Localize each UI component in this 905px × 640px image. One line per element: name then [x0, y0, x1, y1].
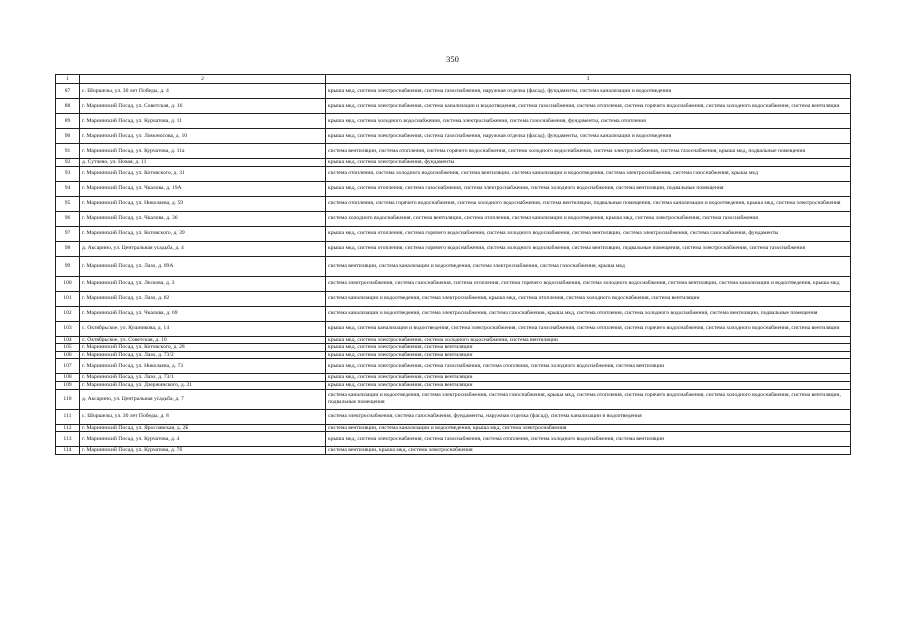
- row-number: 114: [56, 447, 80, 455]
- header-col-3: 3: [326, 75, 851, 84]
- row-address: г. Мариинский Посад, ул. Курчатова, д. 7б: [80, 447, 326, 455]
- row-number: 89: [56, 114, 80, 129]
- row-works: система вентиляции, система канализации и водоотведения, система электроснабжения, система газоснабжения, крыша мкд: [326, 256, 851, 276]
- row-works: крыша мкд, система холодного водоснабжения, система электроснабжения, система газоснабжения, фундаменты, система отопления: [326, 114, 851, 129]
- row-works: крыша мкд, система электроснабжения, система газоснабжения, система отопления, система холодного водоснабжения, система вентиляции: [326, 359, 851, 374]
- row-number: 92: [56, 159, 80, 167]
- table-row: [56, 241, 851, 256]
- row-works: крыша мкд, система электроснабжения, фундаменты: [326, 159, 851, 167]
- row-number: 109: [56, 381, 80, 389]
- table-row: [56, 291, 851, 306]
- row-number: 108: [56, 374, 80, 382]
- row-number: 90: [56, 129, 80, 144]
- row-works: крыша мкд, система отопления, система горячего водоснабжения, система холодного водоснабжения, система вентиляции, подвальные помещения, система электроснабжения, система газоснабжения: [326, 241, 851, 256]
- table-row: [56, 321, 851, 336]
- row-number: 101: [56, 291, 80, 306]
- table-row: [56, 166, 851, 181]
- table-row: [56, 381, 851, 389]
- table-row: [56, 374, 851, 382]
- table-row: [56, 211, 851, 226]
- row-works: система вентиляции, система канализации и водоотведения, крыша мкд, система электроснабжения: [326, 424, 851, 432]
- row-address: г. Мариинский Посад, ул. Курчатова, д. 11а: [80, 144, 326, 159]
- row-number: 102: [56, 306, 80, 321]
- table-row: [56, 344, 851, 352]
- row-works: система канализации и водоотведения, система электроснабжения, система газоснабжения, крыша мкд, система отопления, система холодного водоснабжения, система вентиляции, подвальные помещения: [326, 306, 851, 321]
- row-works: система отопления, система горячего водоснабжения, система холодного водоснабжения, система вентиляции, подвальные помещения, система канализации и водоотведения, крыша мкд, система электроснабжения: [326, 196, 851, 211]
- row-works: система электроснабжения, система газоснабжения, фундаменты, наружная отделка (фасад), система канализации и водоотведения: [326, 409, 851, 424]
- row-address: г. Мариинский Посад, ул. Котовского, д. 39: [80, 226, 326, 241]
- row-number: 87: [56, 84, 80, 99]
- table-row: [56, 84, 851, 99]
- row-works: система вентиляции, система отопления, система горячего водоснабжения, система холодного водоснабжения, система электроснабжения, система газоснабжения, крыша мкд, подвальные помещения: [326, 144, 851, 159]
- table-row: [56, 424, 851, 432]
- table-row: [56, 359, 851, 374]
- row-works: крыша мкд, система электроснабжения, система вентиляции: [326, 344, 851, 352]
- row-number: 97: [56, 226, 80, 241]
- row-number: 88: [56, 99, 80, 114]
- table-row: [56, 181, 851, 196]
- table-row: [56, 144, 851, 159]
- row-address: г. Мариинский Посад, ул. Лескова, д. 3: [80, 276, 326, 291]
- row-works: система отопления, система холодного водоснабжения, система вентиляции, система канализации и водоотведения, система электроснабжения, система газоснабжения, крыша мкд: [326, 166, 851, 181]
- row-address: г. Мариинский Посад, ул. Котовского, д. 28: [80, 344, 326, 352]
- table-header-row: [56, 75, 851, 84]
- row-address: г. Мариинский Посад, ул. Чкалова, д. 19А: [80, 181, 326, 196]
- row-number: 106: [56, 351, 80, 359]
- row-address: г. Мариинский Посад, ул. Чкалова, д. 36: [80, 211, 326, 226]
- row-works: крыша мкд, система отопления, система горячего водоснабжения, система холодного водоснабжения, система вентиляции, система электроснабжения, система газоснабжения, фундаменты: [326, 226, 851, 241]
- row-address: г. Мариинский Посад, ул. Котовского, д. 31: [80, 166, 326, 181]
- table-row: [56, 409, 851, 424]
- row-works: крыша мкд, система электроснабжения, система вентиляции: [326, 351, 851, 359]
- row-address: с. Октябрьское, ул. Кушникова, д. 14: [80, 321, 326, 336]
- works-table-body: [56, 75, 851, 455]
- row-works: система вентиляции, крыша мкд, система электроснабжения: [326, 447, 851, 455]
- table-row: [56, 447, 851, 455]
- row-address: г. Мариинский Посад, ул. Советская, д. 16: [80, 99, 326, 114]
- table-row: [56, 196, 851, 211]
- row-number: 93: [56, 166, 80, 181]
- row-address: г. Мариинский Посад, ул. Ярославская, д. 2Б: [80, 424, 326, 432]
- table-row: [56, 389, 851, 409]
- row-address: с. Шоршелы, ул. 30 лет Победы, д. 4: [80, 84, 326, 99]
- row-address: д. Аксарино, ул. Центральная усадьба, д. 4: [80, 241, 326, 256]
- row-number: 103: [56, 321, 80, 336]
- row-works: система холодного водоснабжения, система вентиляции, система отопления, система канализации и водоотведения, крыша мкд, система электроснабжения, система газоснабжения: [326, 211, 851, 226]
- row-number: 91: [56, 144, 80, 159]
- row-works: система канализации и водоотведения, система электроснабжения, крыша мкд, система отопления, система холодного водоснабжения, система вентиляции: [326, 291, 851, 306]
- table-row: [56, 276, 851, 291]
- row-number: 105: [56, 344, 80, 352]
- works-table: [55, 74, 851, 455]
- table-row: [56, 256, 851, 276]
- row-address: д. Аксарино, ул. Центральная усадьба, д. 7: [80, 389, 326, 409]
- row-number: 113: [56, 432, 80, 447]
- row-address: г. Мариинский Посад, ул. Чкалова, д. 69: [80, 306, 326, 321]
- table-row: [56, 306, 851, 321]
- row-works: крыша мкд, система электроснабжения, система вентиляции: [326, 381, 851, 389]
- row-address: с. Октябрьское, ул. Советская, д. 10: [80, 336, 326, 344]
- row-number: 95: [56, 196, 80, 211]
- row-address: д. Сутчево, ул. Новая, д. 11: [80, 159, 326, 167]
- row-works: крыша мкд, система электроснабжения, система канализации и водоотведения, система газоснабжения, система отопления, система горячего водоснабжения, система холодного водоснабжения, система вентиляции: [326, 99, 851, 114]
- row-number: 94: [56, 181, 80, 196]
- row-works: крыша мкд, система электроснабжения, система газоснабжения, наружная отделка (фасад), фундаменты, система канализации и водоотведения: [326, 84, 851, 99]
- row-number: 112: [56, 424, 80, 432]
- row-address: г. Мариинский Посад, ул. Николаева, д. 73: [80, 359, 326, 374]
- row-number: 99: [56, 256, 80, 276]
- row-address: г. Мариинский Посад, ул. Курчатова, д. 4: [80, 432, 326, 447]
- table-row: [56, 226, 851, 241]
- row-address: г. Мариинский Посад, ул. Лазо, д. 69А: [80, 256, 326, 276]
- row-address: г. Мариинский Посад, ул. Лазо, д. 73/1: [80, 374, 326, 382]
- row-works: крыша мкд, система электроснабжения, система газоснабжения, система отопления, система холодного водоснабжения, система вентиляции: [326, 432, 851, 447]
- table-row: [56, 351, 851, 359]
- page-number: 350: [446, 54, 459, 64]
- row-works: крыша мкд, система электроснабжения, система вентиляции: [326, 374, 851, 382]
- row-address: г. Мариинский Посад, ул. Курчатова, д. 11: [80, 114, 326, 129]
- row-works: крыша мкд, система электроснабжения, система холодного водоснабжения, система вентиляции: [326, 336, 851, 344]
- table-row: [56, 336, 851, 344]
- row-works: система канализации и водоотведения, система электроснабжения, система газоснабжения, крыша мкд, система отопления, система горячего водоснабжения, система холодного водоснабжения, система вентиляции, подвальные помещения: [326, 389, 851, 409]
- table-row: [56, 129, 851, 144]
- row-works: система электроснабжения, система газоснабжения, система отопления, система горячего водоснабжения, система холодного водоснабжения, система вентиляции, система канализации и водоотведения, крыша мкд: [326, 276, 851, 291]
- row-works: крыша мкд, система электроснабжения, система газоснабжения, наружная отделка (фасад), фундаменты, система канализации и водоотведения: [326, 129, 851, 144]
- header-col-2: 2: [80, 75, 326, 84]
- row-number: 98: [56, 241, 80, 256]
- table-row: [56, 114, 851, 129]
- row-number: 107: [56, 359, 80, 374]
- row-address: г. Мариинский Посад, ул. Дзержинского, д. 21: [80, 381, 326, 389]
- row-number: 100: [56, 276, 80, 291]
- row-number: 110: [56, 389, 80, 409]
- table-row: [56, 159, 851, 167]
- row-address: г. Мариинский Посад, ул. Ломоносова, д. 10: [80, 129, 326, 144]
- row-number: 104: [56, 336, 80, 344]
- row-address: г. Мариинский Посад, ул. Лазо, д. 73/2: [80, 351, 326, 359]
- row-address: с. Шоршелы, ул. 30 лет Победы, д. 8: [80, 409, 326, 424]
- row-works: крыша мкд, система канализации и водоотведения, система электроснабжения, система газоснабжения, система отопления, система горячего водоснабжения, система холодного водоснабжения, система вентиляции: [326, 321, 851, 336]
- row-works: крыша мкд, система отопления, система газоснабжения, система электроснабжения, система холодного водоснабжения, система вентиляции, подвальные помещения: [326, 181, 851, 196]
- row-number: 96: [56, 211, 80, 226]
- table-row: [56, 432, 851, 447]
- row-address: г. Мариинский Посад, ул. Николаева, д. 59: [80, 196, 326, 211]
- table-row: [56, 99, 851, 114]
- row-address: г. Мариинский Посад, ул. Лазо, д. 82: [80, 291, 326, 306]
- row-number: 111: [56, 409, 80, 424]
- header-col-1: 1: [56, 75, 80, 84]
